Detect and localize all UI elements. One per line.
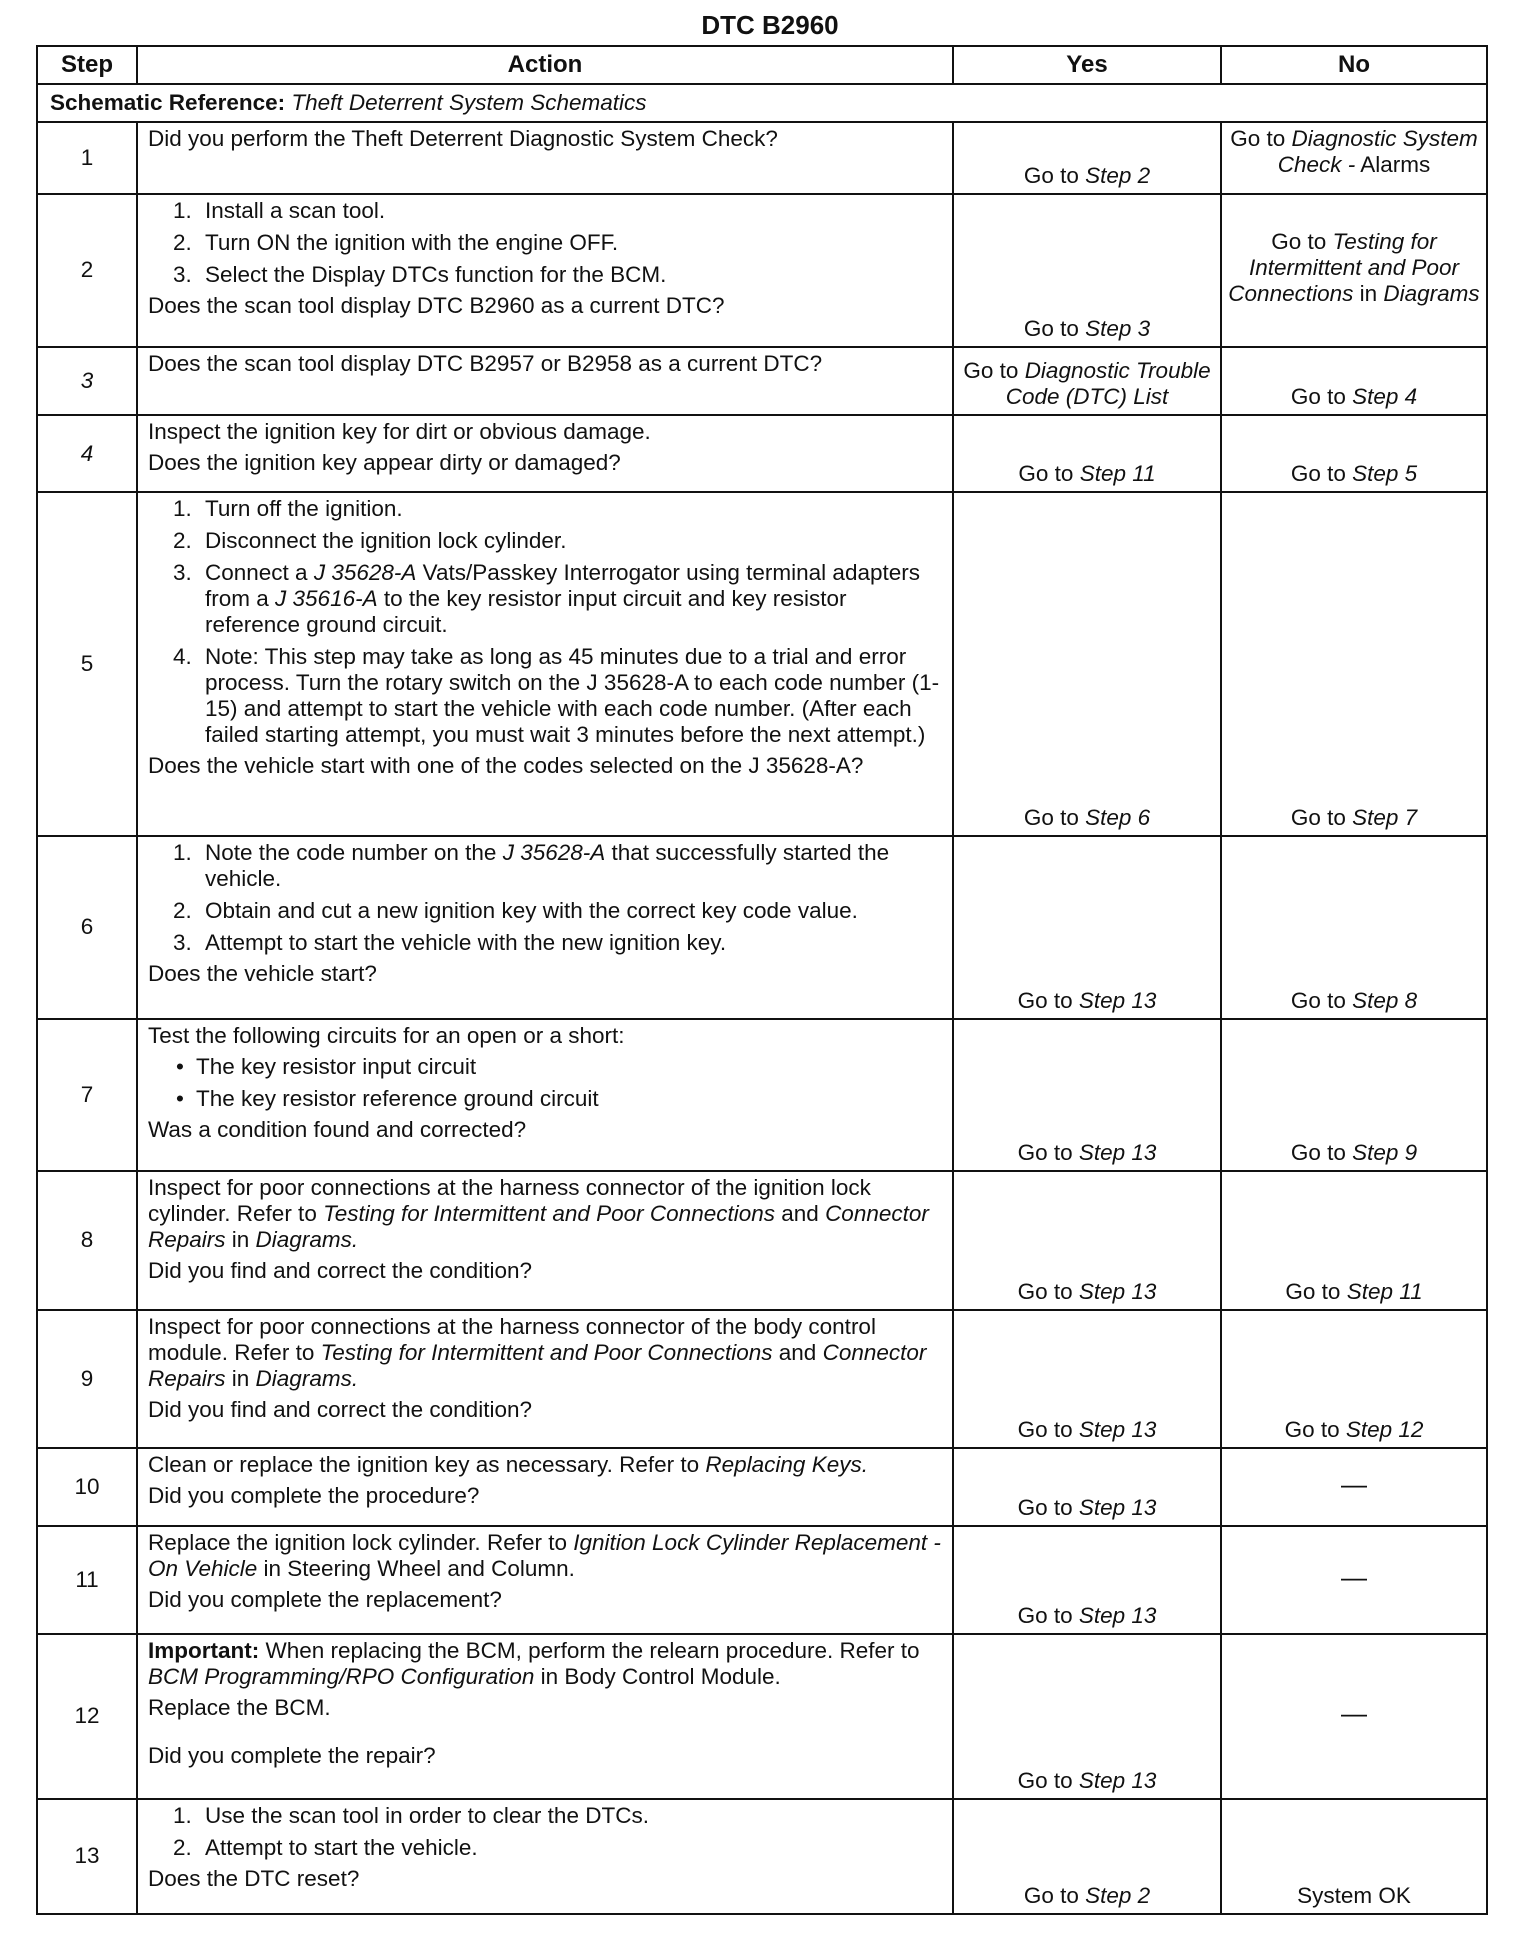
action-text bbox=[148, 1866, 946, 1892]
step-row-4 bbox=[37, 415, 1487, 493]
action-cell bbox=[137, 1634, 953, 1799]
text-run: Go to bbox=[1290, 804, 1353, 830]
list-item bbox=[148, 644, 946, 748]
text-run: Note the code number on the bbox=[205, 839, 503, 865]
yes-result bbox=[953, 492, 1221, 835]
step-number: 10 bbox=[37, 1448, 137, 1526]
action-text bbox=[148, 753, 946, 779]
no-result bbox=[1221, 1019, 1487, 1171]
item-number: 1. bbox=[173, 496, 192, 522]
text-run: Connector Repairs bbox=[148, 1200, 929, 1252]
action-cell bbox=[137, 1171, 953, 1310]
list-item bbox=[148, 528, 946, 554]
item-number: 2. bbox=[173, 229, 192, 255]
page-title: DTC B2960 bbox=[701, 10, 839, 40]
action-text bbox=[148, 1638, 946, 1690]
header-action: Action bbox=[137, 46, 953, 84]
text-run: The key resistor reference ground circuit bbox=[196, 1086, 599, 1112]
text-run: Connector Repairs bbox=[148, 1339, 927, 1391]
action-text bbox=[148, 1483, 946, 1509]
step-number: 6 bbox=[37, 836, 137, 1019]
text-run: Inspect for poor connections at the harness connector of the ignition lock cylinder. Refer to bbox=[148, 1174, 871, 1226]
text-run: Install a scan tool. bbox=[205, 197, 386, 223]
item-number: 2. bbox=[173, 528, 192, 554]
text-run: Replace the ignition lock cylinder. Refer to bbox=[148, 1529, 574, 1555]
list-item bbox=[148, 262, 946, 288]
action-text bbox=[148, 351, 946, 377]
action-cell bbox=[137, 1799, 953, 1914]
action-text bbox=[148, 1175, 946, 1253]
action-text bbox=[148, 1117, 946, 1143]
step-row-11 bbox=[37, 1526, 1487, 1634]
item-number: 1. bbox=[173, 197, 192, 223]
bullet-icon: • bbox=[176, 1086, 184, 1112]
text-run: Step 6 bbox=[1085, 804, 1151, 830]
no-result bbox=[1221, 492, 1487, 835]
text-run: and bbox=[772, 1339, 823, 1365]
text-run: Step 13 bbox=[1078, 988, 1157, 1014]
text-run: Step 9 bbox=[1352, 1139, 1418, 1165]
action-text bbox=[148, 1397, 946, 1423]
numbered-list bbox=[148, 496, 946, 748]
text-run: Step 3 bbox=[1085, 315, 1151, 341]
text-run: Attempt to start the vehicle. bbox=[205, 1834, 478, 1860]
text-run: J 35616-A bbox=[275, 586, 378, 612]
diagnostic-table bbox=[36, 45, 1488, 1915]
empty-dash: — bbox=[1341, 1561, 1367, 1592]
step-row-5 bbox=[37, 492, 1487, 835]
text-run: Go to bbox=[1023, 1883, 1086, 1908]
text-run: Does the scan tool display DTC B2960 as a current DTC? bbox=[148, 292, 725, 318]
text-run: Clean or replace the ignition key as necessary. Refer to bbox=[148, 1452, 706, 1478]
schematic-reference bbox=[37, 84, 1487, 122]
list-item bbox=[148, 930, 946, 956]
list-item bbox=[148, 1086, 946, 1112]
list-item bbox=[148, 1054, 946, 1080]
action-text bbox=[148, 293, 946, 319]
yes-result bbox=[953, 1310, 1221, 1449]
action-text bbox=[148, 1023, 946, 1049]
text-run: Step 11 bbox=[1346, 1278, 1423, 1304]
text-run: Step 11 bbox=[1079, 461, 1156, 487]
text-run: Testing for Intermittent and Poor Connections bbox=[320, 1339, 773, 1365]
text-run: Testing for Intermittent and Poor Connections bbox=[1228, 229, 1460, 307]
list-item bbox=[148, 898, 946, 924]
list-item bbox=[148, 1835, 946, 1861]
no-result bbox=[1221, 1310, 1487, 1449]
yes-result bbox=[953, 1799, 1221, 1914]
step-row-6 bbox=[37, 836, 1487, 1019]
text-run: Did you complete the replacement? bbox=[148, 1586, 502, 1612]
numbered-list bbox=[148, 198, 946, 288]
list-item bbox=[148, 496, 946, 522]
step-row-8 bbox=[37, 1171, 1487, 1310]
action-text bbox=[148, 1452, 946, 1478]
text-run: Replace the BCM. bbox=[148, 1695, 331, 1721]
text-run: Step 13 bbox=[1078, 1767, 1157, 1793]
text-run: to the key resistor input circuit and key resistor reference ground circuit. bbox=[205, 586, 847, 638]
step-number: 7 bbox=[37, 1019, 137, 1171]
header-yes: Yes bbox=[953, 46, 1221, 84]
header-row bbox=[37, 46, 1487, 84]
no-result bbox=[1221, 1634, 1487, 1799]
schematic-label: Schematic Reference: bbox=[50, 90, 286, 115]
empty-dash: — bbox=[1341, 1698, 1367, 1729]
step-number: 1 bbox=[37, 122, 137, 194]
text-run: When replacing the BCM, perform the relearn procedure. Refer to bbox=[259, 1638, 920, 1664]
step-row-10 bbox=[37, 1448, 1487, 1526]
list-item bbox=[148, 840, 946, 892]
text-run: Did you complete the repair? bbox=[148, 1743, 436, 1769]
text-run: Vats/Passkey Interrogator using terminal adapters from a bbox=[205, 560, 920, 612]
text-run: Did you complete the procedure? bbox=[148, 1483, 480, 1509]
step-number: 4 bbox=[37, 415, 137, 493]
action-text bbox=[148, 126, 946, 152]
action-text bbox=[148, 1314, 946, 1392]
text-run: Does the scan tool display DTC B2957 or B2958 as a current DTC? bbox=[148, 350, 823, 376]
text-run: Go to bbox=[1290, 988, 1353, 1014]
bullet-icon: • bbox=[176, 1054, 184, 1080]
text-run: in bbox=[1353, 281, 1384, 307]
text-run: Does the vehicle start? bbox=[148, 960, 377, 986]
yes-result bbox=[953, 415, 1221, 493]
action-text bbox=[148, 1695, 946, 1721]
yes-result bbox=[953, 122, 1221, 194]
no-result bbox=[1221, 194, 1487, 347]
text-run: Turn off the ignition. bbox=[205, 496, 403, 522]
text-run: Step 8 bbox=[1352, 988, 1418, 1014]
action-cell bbox=[137, 122, 953, 194]
text-run: Attempt to start the vehicle with the new ignition key. bbox=[205, 929, 727, 955]
text-run: Step 13 bbox=[1078, 1494, 1157, 1520]
text-run: Step 2 bbox=[1085, 1883, 1151, 1908]
numbered-list bbox=[148, 840, 946, 956]
yes-result bbox=[953, 347, 1221, 415]
no-result bbox=[1221, 1448, 1487, 1526]
text-run: Step 13 bbox=[1078, 1417, 1157, 1443]
schematic-row bbox=[37, 84, 1487, 122]
text-run: Step 4 bbox=[1352, 383, 1418, 409]
action-cell bbox=[137, 1526, 953, 1634]
item-number: 1. bbox=[173, 839, 192, 865]
text-run: Go to bbox=[1023, 315, 1086, 341]
text-run: Was a condition found and corrected? bbox=[148, 1117, 527, 1143]
text-run: Go to bbox=[1017, 1139, 1079, 1165]
step-number: 13 bbox=[37, 1799, 137, 1914]
text-run: Go to bbox=[1290, 383, 1353, 409]
yes-result bbox=[953, 194, 1221, 347]
schematic-value: Theft Deterrent System Schematics bbox=[291, 90, 647, 115]
item-number: 3. bbox=[173, 929, 192, 955]
text-run: Go to bbox=[1023, 804, 1086, 830]
item-number: 1. bbox=[173, 1802, 192, 1828]
action-text bbox=[148, 1530, 946, 1582]
action-text bbox=[148, 1258, 946, 1284]
text-run: BCM Programming/RPO Configuration bbox=[148, 1664, 535, 1690]
step-row-13 bbox=[37, 1799, 1487, 1914]
step-number: 5 bbox=[37, 492, 137, 835]
step-row-9 bbox=[37, 1310, 1487, 1449]
text-run: Step 12 bbox=[1345, 1417, 1424, 1443]
list-item bbox=[148, 1803, 946, 1829]
item-number: 3. bbox=[173, 560, 192, 586]
yes-result bbox=[953, 1448, 1221, 1526]
text-run: Go to bbox=[1017, 1767, 1079, 1793]
text-run: in Body Control Module. bbox=[534, 1664, 781, 1690]
text-run: Go to bbox=[1023, 162, 1086, 188]
item-number: 2. bbox=[173, 1834, 192, 1860]
item-number: 3. bbox=[173, 261, 192, 287]
action-text bbox=[148, 450, 946, 476]
list-item bbox=[148, 560, 946, 638]
no-result bbox=[1221, 1526, 1487, 1634]
text-run: Step 2 bbox=[1085, 162, 1151, 188]
no-result bbox=[1221, 836, 1487, 1019]
text-run: Diagrams. bbox=[255, 1226, 359, 1252]
action-cell bbox=[137, 347, 953, 415]
text-run: Select the Display DTCs function for the BCM. bbox=[205, 261, 667, 287]
action-text bbox=[148, 961, 946, 987]
text-run: Go to bbox=[1285, 1278, 1347, 1304]
no-result bbox=[1221, 415, 1487, 493]
text-run: Diagnostic System Check - bbox=[1277, 126, 1478, 177]
yes-result bbox=[953, 836, 1221, 1019]
text-run: Important: bbox=[148, 1638, 260, 1664]
text-run: Go to bbox=[1017, 1417, 1079, 1443]
empty-dash: — bbox=[1341, 1469, 1367, 1500]
step-row-2 bbox=[37, 194, 1487, 347]
text-run: System OK bbox=[1297, 1883, 1411, 1908]
text-run: Go to bbox=[1271, 229, 1333, 255]
action-cell bbox=[137, 1310, 953, 1449]
text-run: Testing for Intermittent and Poor Connections bbox=[323, 1200, 776, 1226]
item-number: 2. bbox=[173, 897, 192, 923]
step-row-7 bbox=[37, 1019, 1487, 1171]
text-run: Step 13 bbox=[1078, 1603, 1157, 1629]
action-text bbox=[148, 1743, 946, 1769]
text-run: J 35628-A bbox=[313, 560, 417, 586]
step-number: 3 bbox=[37, 347, 137, 415]
action-cell bbox=[137, 194, 953, 347]
text-run: Alarms bbox=[1355, 152, 1431, 177]
text-run: Did you find and correct the condition? bbox=[148, 1396, 532, 1422]
yes-result bbox=[953, 1634, 1221, 1799]
text-run: Go to bbox=[1290, 1139, 1353, 1165]
no-result bbox=[1221, 347, 1487, 415]
action-text bbox=[148, 419, 946, 445]
action-cell bbox=[137, 836, 953, 1019]
text-run: that successfully started the vehicle. bbox=[205, 839, 890, 891]
text-run: Diagrams bbox=[1383, 281, 1480, 307]
text-run: Does the vehicle start with one of the codes selected on the J 35628-A? bbox=[148, 753, 864, 779]
text-run: Diagnostic Trouble Code (DTC) List bbox=[1005, 357, 1211, 409]
text-run: Go to bbox=[1018, 461, 1080, 487]
text-run: Go to bbox=[1230, 126, 1292, 151]
text-run: Does the ignition key appear dirty or damaged? bbox=[148, 449, 621, 475]
text-run: in bbox=[225, 1365, 256, 1391]
text-run: Go to bbox=[963, 357, 1025, 383]
item-number: 4. bbox=[173, 644, 192, 670]
text-run: Go to bbox=[1017, 1494, 1079, 1520]
action-cell bbox=[137, 1448, 953, 1526]
text-run: Replacing Keys. bbox=[705, 1452, 868, 1478]
step-number: 11 bbox=[37, 1526, 137, 1634]
text-run: Inspect for poor connections at the harness connector of the body control module. Refer to bbox=[148, 1313, 876, 1365]
text-run: Did you find and correct the condition? bbox=[148, 1257, 532, 1283]
yes-result bbox=[953, 1526, 1221, 1634]
list-item bbox=[148, 230, 946, 256]
text-run: Go to bbox=[1284, 1417, 1346, 1443]
step-number: 9 bbox=[37, 1310, 137, 1449]
text-run: Diagrams. bbox=[255, 1365, 359, 1391]
action-cell bbox=[137, 492, 953, 835]
text-run: Use the scan tool in order to clear the DTCs. bbox=[205, 1802, 649, 1828]
text-run: Ignition Lock Cylinder Replacement - On Vehicle bbox=[148, 1529, 941, 1581]
text-run: Connect a bbox=[205, 560, 314, 586]
text-run: in Steering Wheel and Column. bbox=[257, 1555, 575, 1581]
no-result bbox=[1221, 1171, 1487, 1310]
yes-result bbox=[953, 1019, 1221, 1171]
text-run: J 35628-A bbox=[502, 839, 606, 865]
numbered-list bbox=[148, 1803, 946, 1861]
step-row-3 bbox=[37, 347, 1487, 415]
text-run: Did you perform the Theft Deterrent Diagnostic System Check? bbox=[148, 126, 778, 151]
no-result bbox=[1221, 1799, 1487, 1914]
text-run: Does the DTC reset? bbox=[148, 1865, 360, 1891]
text-run: Disconnect the ignition lock cylinder. bbox=[205, 528, 567, 554]
action-text bbox=[148, 1587, 946, 1613]
action-cell bbox=[137, 1019, 953, 1171]
step-number: 2 bbox=[37, 194, 137, 347]
text-run: Go to bbox=[1017, 1603, 1079, 1629]
step-number: 12 bbox=[37, 1634, 137, 1799]
yes-result bbox=[953, 1171, 1221, 1310]
text-run: in bbox=[225, 1226, 256, 1252]
text-run: Test the following circuits for an open or a short: bbox=[148, 1023, 625, 1049]
text-run: The key resistor input circuit bbox=[196, 1054, 477, 1080]
step-row-12 bbox=[37, 1634, 1487, 1799]
text-run: and bbox=[775, 1200, 826, 1226]
text-run: Step 5 bbox=[1352, 461, 1418, 487]
no-result bbox=[1221, 122, 1487, 194]
text-run: Step 13 bbox=[1078, 1139, 1157, 1165]
text-run: Obtain and cut a new ignition key with the correct key code value. bbox=[205, 897, 858, 923]
text-run: Inspect the ignition key for dirt or obvious damage. bbox=[148, 418, 651, 444]
text-run: Note: This step may take as long as 45 minutes due to a trial and error process. Turn the rotary switch on the J 35628-A to each code number (1-15) and attempt to start the vehicle with each code number. (After each failed starting attempt, you must wait 3 minutes before the next attempt.) bbox=[205, 644, 940, 748]
text-run: Step 13 bbox=[1078, 1278, 1157, 1304]
list-item bbox=[148, 198, 946, 224]
text-run: Go to bbox=[1017, 988, 1079, 1014]
text-run: Go to bbox=[1290, 461, 1353, 487]
text-run: Step 7 bbox=[1352, 804, 1418, 830]
step-number: 8 bbox=[37, 1171, 137, 1310]
text-run: Go to bbox=[1017, 1278, 1079, 1304]
action-cell bbox=[137, 415, 953, 493]
step-row-1 bbox=[37, 122, 1487, 194]
header-step: Step bbox=[37, 46, 137, 84]
bullet-list bbox=[148, 1054, 946, 1112]
header-no: No bbox=[1221, 46, 1487, 84]
text-run: Turn ON the ignition with the engine OFF. bbox=[205, 229, 619, 255]
